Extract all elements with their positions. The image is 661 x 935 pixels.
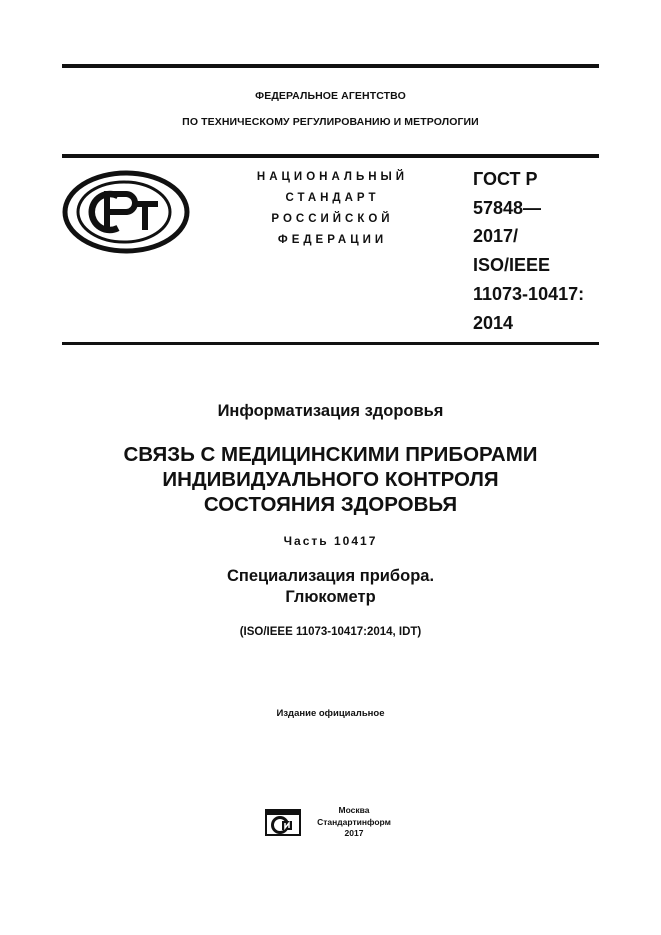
agency-line-1: ФЕДЕРАЛЬНОЕ АГЕНТСТВО: [255, 90, 406, 102]
publisher-year: 2017: [344, 828, 364, 838]
header-divider: [62, 154, 599, 158]
national-line: РОССИЙСКОЙ: [271, 213, 394, 225]
national-standard-label: [240, 171, 425, 255]
subtitle-line: Специализация прибора.: [226, 567, 435, 585]
gost-line: ГОСТ Р: [473, 169, 538, 189]
national-line: ФЕДЕРАЦИИ: [277, 234, 388, 246]
rst-certification-mark-icon: [62, 170, 190, 254]
standartinform-logo-icon: [265, 808, 301, 837]
top-rule: [62, 64, 599, 68]
subtitle-line: Глюкометр: [285, 588, 376, 606]
publisher-city: Москва: [338, 805, 370, 815]
topic-heading: Информатизация здоровья: [217, 402, 444, 420]
title-line: ИНДИВИДУАЛЬНОГО КОНТРОЛЯ: [162, 468, 499, 491]
identity-reference: (ISO/IEEE 11073-10417:2014, IDT): [239, 626, 422, 638]
title-line: СОСТОЯНИЯ ЗДОРОВЬЯ: [203, 493, 458, 516]
gost-line: 2017/: [473, 226, 519, 247]
gost-line: 2014: [473, 312, 514, 333]
gost-line: 57848—: [473, 197, 542, 218]
edition-label: Издание официальное: [276, 708, 385, 719]
standard-block-divider: [62, 342, 599, 345]
gost-designation: [473, 165, 613, 337]
national-line: НАЦИОНАЛЬНЫЙ: [256, 171, 409, 183]
document-title: [0, 442, 661, 517]
publisher-name: Стандартинформ: [317, 816, 391, 827]
publisher-info: [304, 805, 404, 840]
part-number: Часть 10417: [283, 534, 378, 548]
gost-line: 11073-10417:: [473, 283, 585, 304]
agency-line-2: ПО ТЕХНИЧЕСКОМУ РЕГУЛИРОВАНИЮ И МЕТРОЛОГИИ: [182, 116, 479, 128]
national-line: СТАНДАРТ: [285, 192, 380, 204]
gost-line: ISO/IEEE: [473, 255, 551, 276]
document-subtitle: [0, 566, 661, 608]
title-line: СВЯЗЬ С МЕДИЦИНСКИМИ ПРИБОРАМИ: [123, 443, 538, 466]
